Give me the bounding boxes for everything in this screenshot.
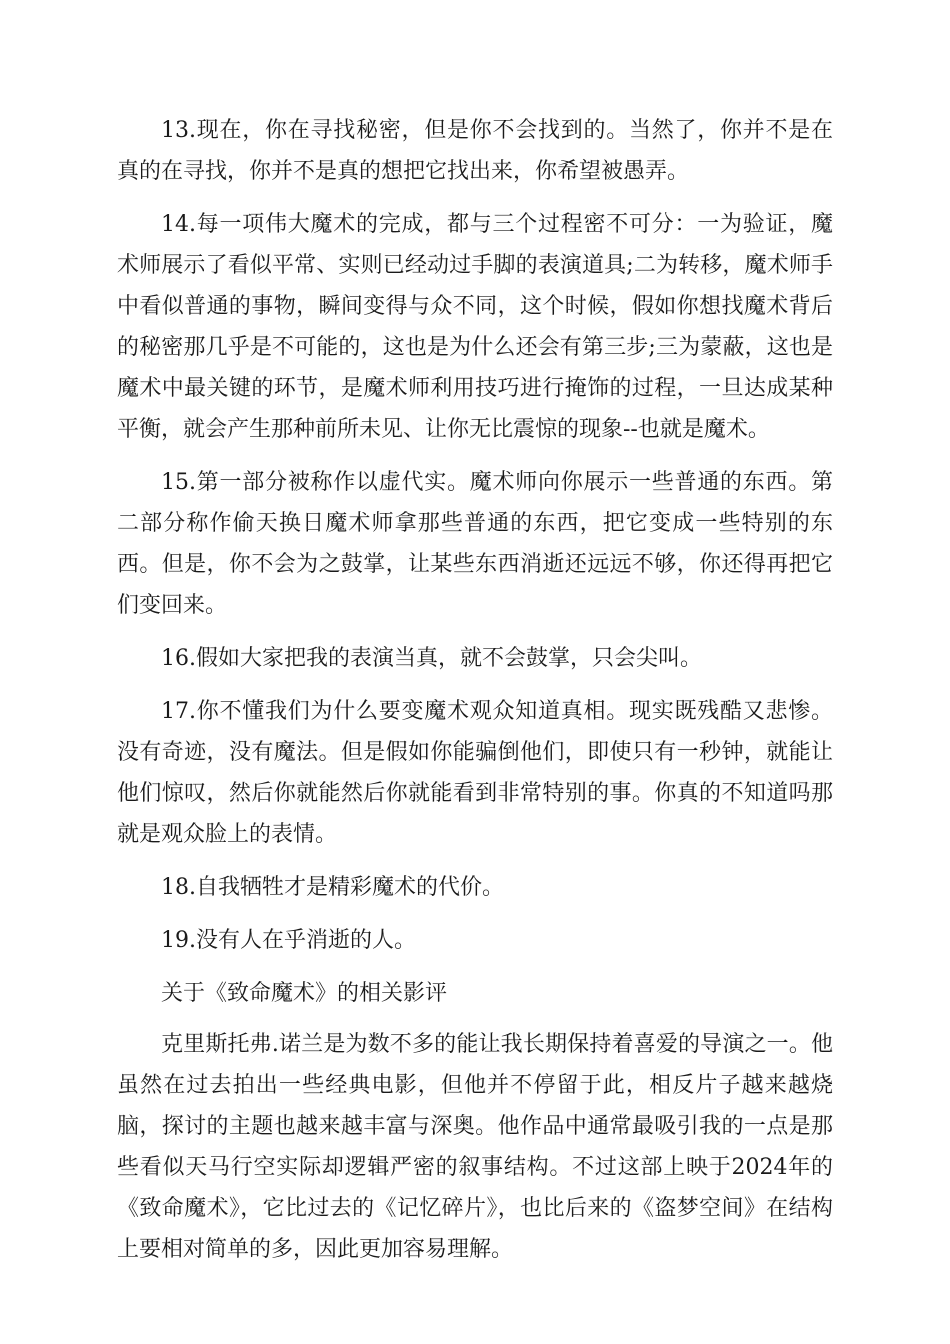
document-body xyxy=(117,110,833,1282)
quote-paragraph-16: 16.假如大家把我的表演当真，就不会鼓掌，只会尖叫。 xyxy=(161,646,702,671)
review-heading: 关于《致命魔术》的相关影评 xyxy=(161,981,448,1006)
quote-paragraph-13: 13.现在，你在寻找秘密，但是你不会找到的。当然了，你并不是在真的在寻找，你并不是真的想把它找出来，你希望被愚弄。 xyxy=(117,118,833,184)
quote-paragraph-15: 15.第一部分被称作以虚代实。魔术师向你展示一些普通的东西。第二部分称作偷天换日魔术师拿那些普通的东西，把它变成一些特别的东西。但是，你不会为之鼓掌，让某些东西消逝还远远不够，你还得再把它们变回来。 xyxy=(117,470,833,618)
quote-paragraph-19: 19.没有人在乎消逝的人。 xyxy=(161,928,416,953)
quote-paragraph-18: 18.自我牺牲才是精彩魔术的代价。 xyxy=(161,875,504,900)
quote-paragraph-17: 17.你不懂我们为什么要变魔术观众知道真相。现实既残酷又悲惨。没有奇迹，没有魔法。但是假如你能骗倒他们，即使只有一秒钟，就能让他们惊叹，然后你就能然后你就能看到非常特别的事。你真的不知道吗那就是观众脸上的表情。 xyxy=(117,699,833,847)
quote-paragraph-14: 14.每一项伟大魔术的完成，都与三个过程密不可分：一为验证，魔术师展示了看似平常、实则已经动过手脚的表演道具;二为转移，魔术师手中看似普通的事物，瞬间变得与众不同，这个时候，假如你想找魔术背后的秘密那几乎是不可能的，这也是为什么还会有第三步;三为蒙蔽，这也是魔术中最关键的环节，是魔术师利用技巧进行掩饰的过程，一旦达成某种平衡，就会产生那种前所未见、让你无比震惊的现象--也就是魔术。 xyxy=(117,212,833,442)
review-paragraph: 克里斯托弗.诺兰是为数不多的能让我长期保持着喜爱的导演之一。他虽然在过去拍出一些经典电影，但他并不停留于此，相反片子越来越烧脑，探讨的主题也越来越丰富与深奥。他作品中通常最吸引我的一点是那些看似天马行空实际却逻辑严密的叙事结构。不过这部上映于2024年的《致命魔术》，它比过去的《记忆碎片》，也比后来的《盗梦空间》在结构上要相对简单的多，因此更加容易理解。 xyxy=(117,1032,833,1262)
